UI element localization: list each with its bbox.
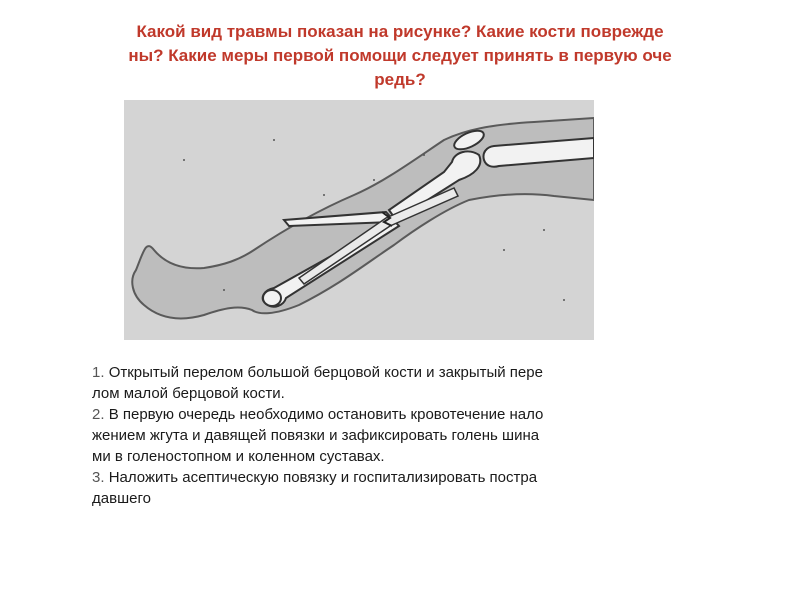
leg-drawing bbox=[124, 100, 594, 340]
answer-text: давшего bbox=[92, 490, 151, 507]
answer-number: 3. bbox=[92, 469, 105, 486]
fractured-leg-illustration bbox=[124, 100, 594, 340]
answer-3 bbox=[92, 467, 712, 509]
answer-list bbox=[92, 362, 712, 509]
answer-number: 2. bbox=[92, 406, 105, 423]
answer-text: лом малой берцовой кости. bbox=[92, 385, 285, 402]
answer-text: Наложить асептическую повязку и госпитализировать постра bbox=[108, 469, 538, 486]
answer-text: ми в голеностопном и коленном суставах. bbox=[92, 448, 385, 465]
question-line-3: редь? bbox=[374, 70, 426, 89]
ankle-bone bbox=[263, 290, 281, 306]
question-line-1: Какой вид травмы показан на рисунке? Какие кости поврежде bbox=[136, 22, 664, 41]
answer-2 bbox=[92, 404, 712, 467]
answer-1 bbox=[92, 362, 712, 404]
answer-text: В первую очередь необходимо остановить кровотечение нало bbox=[108, 406, 544, 423]
question-heading bbox=[40, 20, 760, 92]
answer-text: жением жгута и давящей повязки и зафиксировать голень шина bbox=[92, 427, 540, 444]
answer-number: 1. bbox=[92, 364, 105, 381]
question-line-2: ны? Какие меры первой помощи следует принять в первую оче bbox=[128, 46, 672, 65]
answer-text: Открытый перелом большой берцовой кости и закрытый пере bbox=[108, 364, 543, 381]
